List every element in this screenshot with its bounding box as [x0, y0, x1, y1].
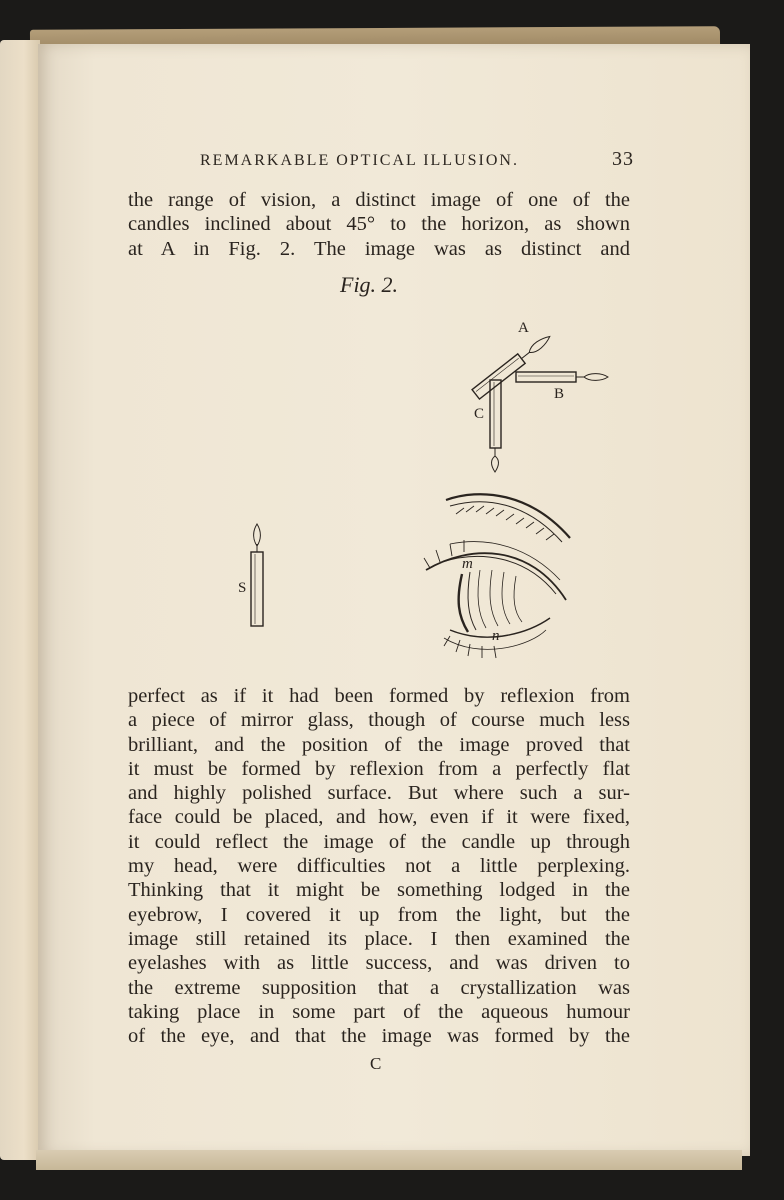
text-line: image still retained its place. I then examined the: [128, 927, 630, 950]
text-line: it must be formed by reflexion from a perfectly flat: [128, 757, 630, 780]
text-line: at A in Fig. 2. The image was as distinct and: [128, 237, 630, 260]
label-s: S: [238, 580, 247, 596]
text-line: face could be placed, and how, even if it were fixed,: [128, 806, 630, 829]
label-a: A: [518, 320, 529, 336]
text-block-top: [128, 188, 630, 261]
label-c: C: [474, 406, 485, 422]
page-number: 33: [612, 148, 634, 170]
text-line: eyelashes with as little success, and was driven to: [128, 952, 630, 975]
text-line: the extreme supposition that a crystallization was: [128, 976, 630, 999]
text-line: taking place in some part of the aqueous humour: [128, 1000, 630, 1023]
text-line: candles inclined about 45° to the horizon, as shown: [128, 213, 630, 236]
label-b: B: [554, 386, 565, 402]
candle-s-illustration: [251, 524, 263, 626]
label-n: n: [492, 628, 500, 644]
text-block-bottom: [128, 684, 630, 1048]
text-line: eyebrow, I covered it up from the light, but the: [128, 903, 630, 926]
text-line: it could reflect the image of the candle up through: [128, 830, 630, 853]
text-line: Thinking that it might be something lodged in the: [128, 879, 630, 902]
text-line: and highly polished surface. But where such a sur-: [128, 782, 630, 805]
text-line: perfect as if it had been formed by reflexion from: [128, 685, 630, 707]
running-title: REMARKABLE OPTICAL ILLUSION.: [200, 152, 519, 169]
label-m: m: [462, 556, 473, 572]
page-bottom-edge: [36, 1150, 742, 1170]
text-line: the range of vision, a distinct image of one of the: [128, 189, 630, 211]
text-line: my head, were difficulties not a little perplexing.: [128, 855, 630, 878]
figure-caption: Fig. 2.: [340, 272, 399, 297]
candle-c-illustration: [490, 380, 501, 472]
left-page-edge: [0, 40, 40, 1160]
text-line: a piece of mirror glass, though of course much less: [128, 709, 630, 732]
text-line: brilliant, and the position of the image proved that: [128, 733, 630, 756]
signature-mark: C: [370, 1054, 382, 1073]
candle-b-illustration: [516, 372, 608, 382]
candle-a-illustration: [472, 332, 553, 399]
figure-illustration: [230, 300, 630, 680]
text-line: of the eye, and that the image was formed by the: [128, 1025, 630, 1048]
